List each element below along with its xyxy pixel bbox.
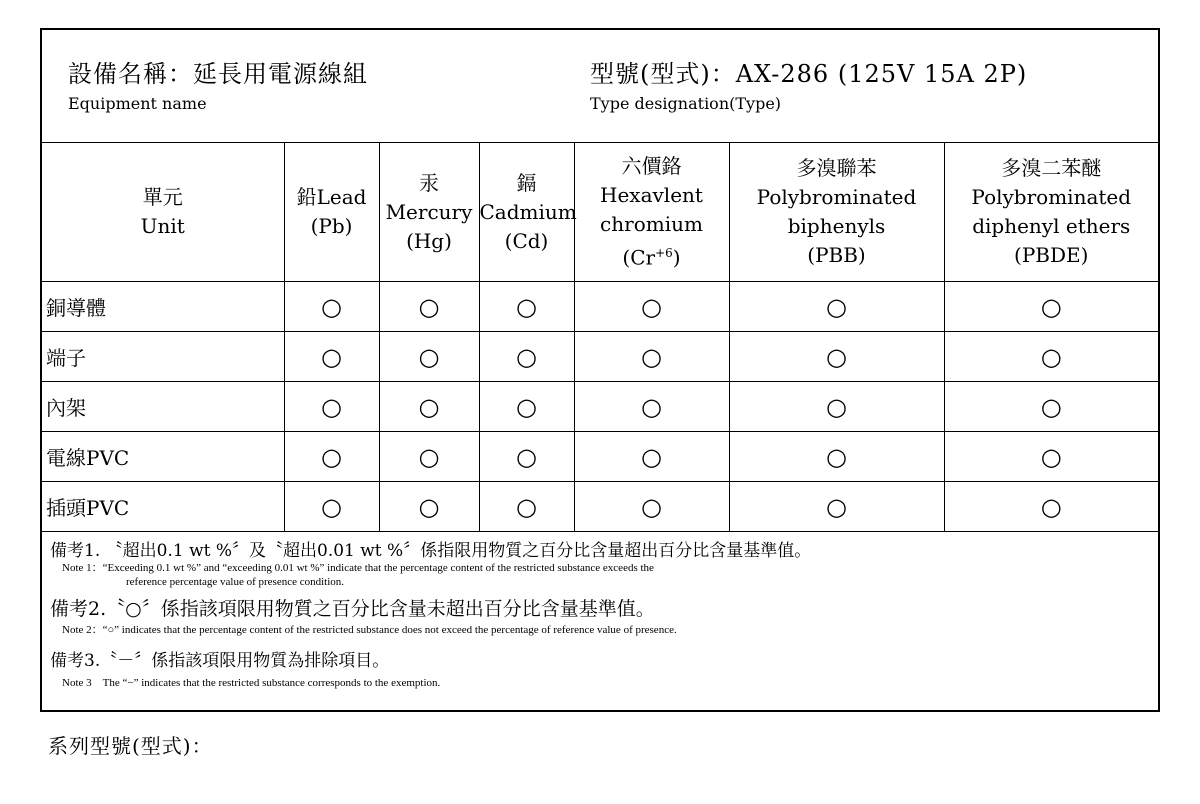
col-header-line: 單元	[142, 185, 183, 209]
type-designation-en: Type designation(Type)	[590, 94, 782, 113]
note3-en: Note 3 The “−” indicates that the restricted substance corresponds to the exemption.	[62, 677, 441, 689]
table-cell	[379, 282, 479, 332]
table-header-row	[42, 143, 1158, 282]
row-label: 電線PVC	[42, 432, 284, 482]
row-label: 插頭PVC	[42, 482, 284, 532]
restricted-substance-table	[42, 143, 1158, 532]
col-header-mercury	[379, 143, 479, 282]
mark-circle: ○	[321, 342, 342, 371]
mark-circle: ○	[418, 442, 440, 471]
mark-circle: ○	[418, 292, 440, 321]
col-header-line: 六價鉻	[621, 153, 682, 178]
table-cell	[479, 332, 574, 382]
col-header-line: (PBB)	[807, 243, 866, 267]
header-section	[42, 30, 1158, 143]
col-header-line: Cadmium	[479, 199, 577, 224]
table-cell	[379, 382, 479, 432]
col-header-line: Hexavlent	[600, 182, 703, 207]
table-cell	[379, 432, 479, 482]
table-row	[42, 382, 1158, 432]
note1-en-line1: Note 1：“Exceeding 0.1 wt %” and “exceeding 0.01 wt %” indicate that the percentage content of the restricted substance exceeds the	[62, 562, 654, 574]
declaration-sheet	[40, 28, 1160, 712]
col-header-pbb	[729, 143, 944, 282]
mark-circle: ○	[641, 492, 662, 521]
table-cell	[944, 432, 1158, 482]
mark-circle: ○	[1040, 392, 1062, 421]
note1-en-line2: reference percentage value of presence condition.	[126, 576, 345, 588]
table-cell	[379, 332, 479, 382]
mark-circle: ○	[1040, 442, 1062, 471]
col-header-line: biphenyls	[787, 214, 886, 238]
table-cell	[944, 382, 1158, 432]
table-row	[42, 482, 1158, 532]
table-row	[42, 282, 1158, 332]
col-header-lead	[284, 143, 379, 282]
table-cell	[284, 382, 379, 432]
col-header-line: Polybrominated	[971, 185, 1132, 209]
equipment-name-cn: 設備名稱：延長用電源線組	[68, 60, 368, 88]
mark-circle: ○	[418, 492, 440, 521]
table-cell	[574, 282, 729, 332]
table-cell	[479, 382, 574, 432]
mark-circle: ○	[516, 392, 537, 421]
type-designation-cn: 型號(型式)：AX-286 (125V 15A 2P)	[590, 60, 1028, 88]
table-row	[42, 332, 1158, 382]
formula-base: (Cr	[622, 245, 656, 270]
equipment-name-en: Equipment name	[68, 94, 207, 113]
col-header-line: (Pb)	[310, 214, 353, 238]
col-header-line: 多溴二苯醚	[1001, 156, 1102, 180]
note3-cn: 備考3.〝－〞係指該項限用物質為排除項目。	[50, 651, 390, 671]
table-row	[42, 432, 1158, 482]
col-header-line: (Cd)	[504, 228, 549, 253]
col-header-unit	[42, 143, 284, 282]
table-cell	[729, 482, 944, 532]
mark-circle: ○	[516, 492, 537, 521]
mark-circle: ○	[641, 392, 662, 421]
mark-circle: ○	[641, 292, 662, 321]
table-cell	[729, 382, 944, 432]
note2-en: Note 2：“○” indicates that the percentage content of the restricted substance does not exceed the percentage of reference value of presence.	[62, 624, 677, 636]
mark-circle: ○	[516, 442, 537, 471]
mark-circle: ○	[321, 442, 342, 471]
col-header-line: 汞	[419, 170, 439, 195]
table-cell	[574, 432, 729, 482]
table-cell	[479, 282, 574, 332]
col-header-line: 多溴聯苯	[796, 156, 877, 180]
mark-circle: ○	[516, 342, 537, 371]
col-header-cadmium	[479, 143, 577, 282]
table-cell	[729, 332, 944, 382]
table-cell	[284, 482, 379, 532]
table-cell	[574, 382, 729, 432]
mark-circle: ○	[418, 392, 440, 421]
mark-circle: ○	[826, 342, 847, 371]
row-label: 內架	[42, 382, 284, 432]
mark-circle: ○	[1040, 492, 1062, 521]
note1-cn: 備考1. 〝超出0.1 wt %〞及〝超出0.01 wt %〞係指限用物質之百分比含量超出百分比含量基準值。	[50, 541, 812, 561]
row-label: 端子	[42, 332, 284, 382]
table-cell	[479, 432, 574, 482]
table-cell	[944, 282, 1158, 332]
mark-circle: ○	[321, 292, 342, 321]
table-cell	[284, 332, 379, 382]
col-header-line: 鉛Lead	[296, 185, 367, 209]
col-header-pbde	[944, 143, 1158, 282]
mark-circle: ○	[321, 492, 342, 521]
col-header-line: chromium	[600, 211, 703, 236]
mark-circle: ○	[516, 292, 537, 321]
mark-circle: ○	[321, 392, 342, 421]
table-cell	[379, 482, 479, 532]
table-cell	[944, 482, 1158, 532]
table-cell	[284, 282, 379, 332]
mark-circle: ○	[641, 442, 662, 471]
table-cell	[284, 432, 379, 482]
mark-circle: ○	[1040, 342, 1062, 371]
table-cell	[574, 332, 729, 382]
mark-circle: ○	[826, 442, 847, 471]
col-header-hexavalent-chromium	[574, 143, 729, 282]
col-header-line: 鎘	[516, 170, 537, 195]
col-header-line: (Hg)	[406, 228, 452, 253]
col-header-formula	[575, 239, 729, 273]
mark-circle: ○	[641, 342, 662, 371]
mark-circle: ○	[826, 492, 847, 521]
col-header-line: diphenyl ethers	[972, 214, 1131, 238]
mark-circle: ○	[826, 392, 847, 421]
col-header-line: Unit	[140, 214, 185, 238]
table-cell	[479, 482, 574, 532]
table-cell	[729, 282, 944, 332]
mark-circle: ○	[418, 342, 440, 371]
mark-circle: ○	[1040, 292, 1062, 321]
series-model-label: 系列型號(型式)：	[48, 734, 213, 758]
table-cell	[574, 482, 729, 532]
row-label: 銅導體	[42, 282, 284, 332]
formula-superscript: +6	[655, 245, 673, 260]
table-cell	[729, 432, 944, 482]
col-header-line: Polybrominated	[756, 185, 917, 209]
mark-circle: ○	[826, 292, 847, 321]
col-header-line: (PBDE)	[1014, 243, 1089, 267]
col-header-line: Mercury	[385, 199, 473, 224]
note2-cn: 備考2.〝○〞係指該項限用物質之百分比含量未超出百分比含量基準值。	[50, 598, 655, 620]
formula-end: )	[672, 245, 681, 270]
table-cell	[944, 332, 1158, 382]
